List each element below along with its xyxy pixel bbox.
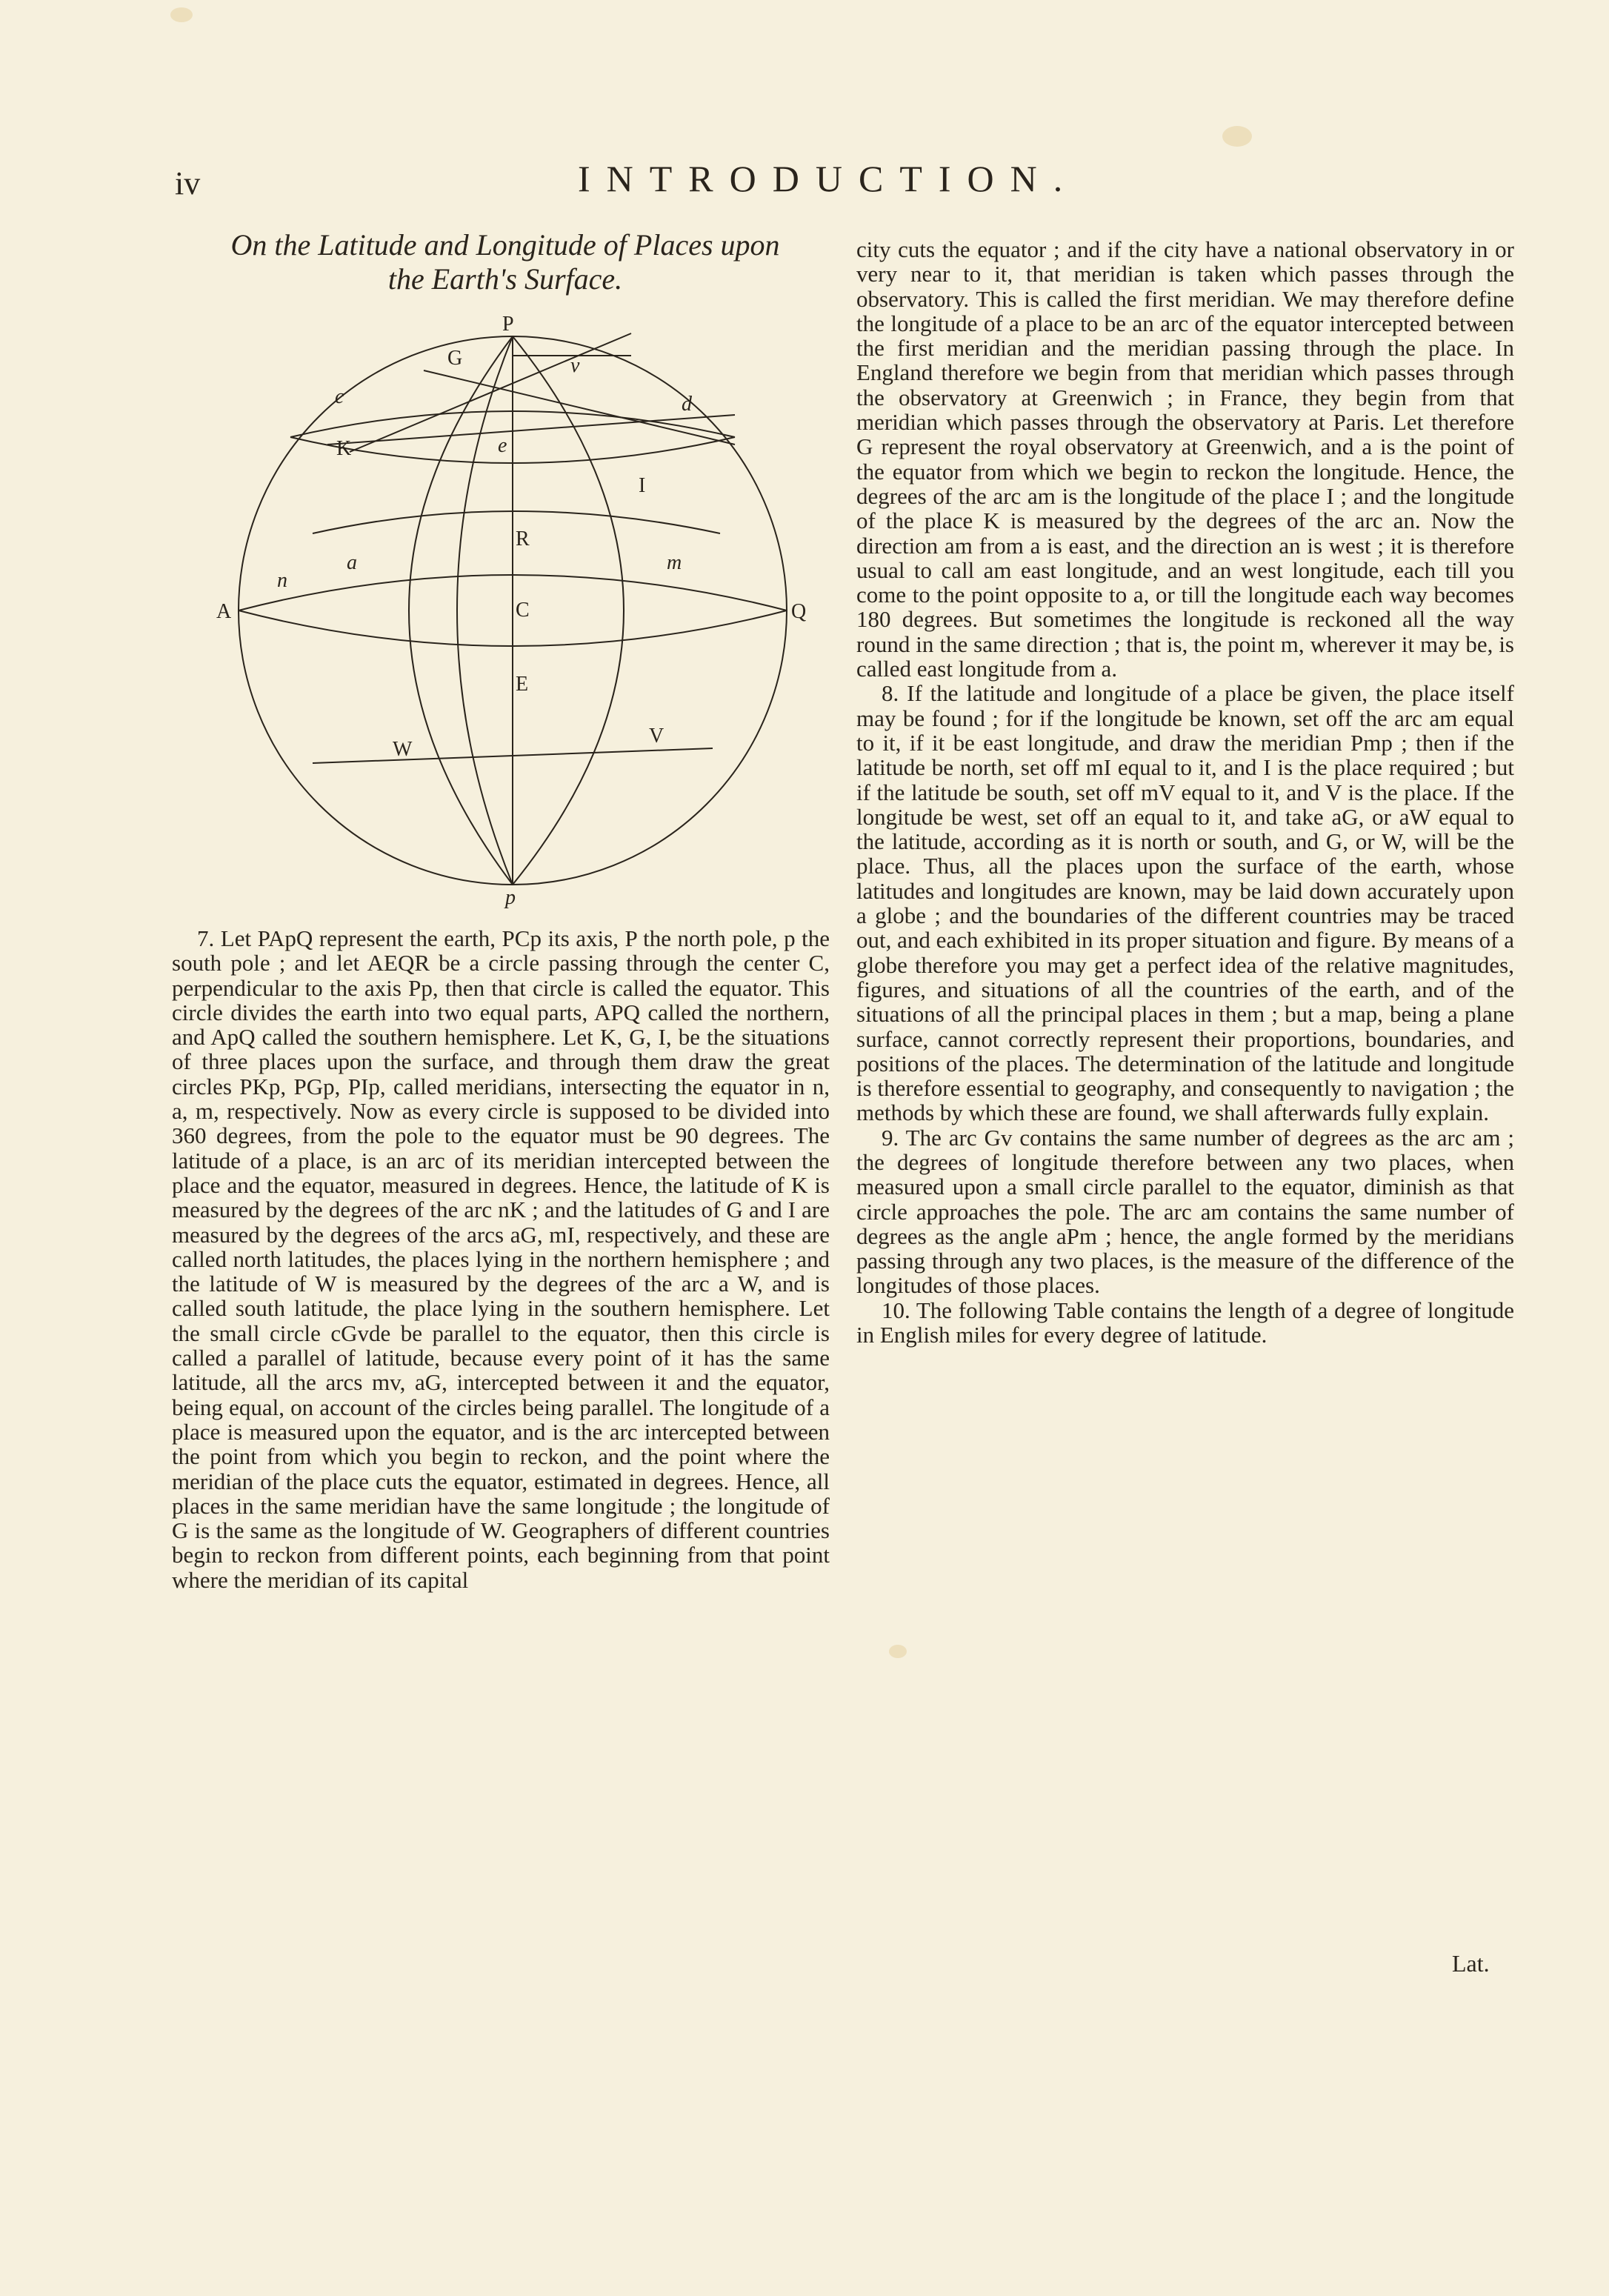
section-title-line1: On the Latitude and Longitude of Places upon [230,228,780,262]
running-title: INTRODUCTION. [578,158,1079,199]
section-title-line2: the Earth's Surface. [387,262,623,296]
paragraph-7-continued: city cuts the equator ; and if the city have a national observatory in or very near to it, that meridian is taken which passes through the observatory. This is called the first meridian. We may therefore define the longitude of a place to be an arc of the equator intercepted between the first meridian and the meridian passing through the place. In England therefore we begin from that meridian which passes through the observatory at Greenwich ; in France, they begin from that meridian which passes through the observatory at Paris. Let therefore G represent the royal observatory at Greenwich, and a is the point of the equator from which we begin to reckon the longitude. Hence, the degrees of the arc am is the longitude of the place I ; and the longitude of the place K is measured by the degrees of the arc an. Now the direction am from a is east, and the direction an is west ; it is therefore usual to call am east longitude, and an west longitude, each till you come to the point opposite to a, or till the longitude each way becomes 180 degrees. But sometimes the longitude is reckoned all the way round in the same direction ; that is, the point m, wherever it may be, is called east longitude from a. [856,236,1514,682]
label-K: K [336,437,352,460]
foxing-stain [889,1645,907,1658]
meridian-PGp [457,336,513,885]
right-column [856,237,1514,1347]
label-n: n [277,569,287,592]
label-p: p [505,886,516,909]
foxing-stain [1222,126,1252,147]
label-E: E [516,673,529,696]
left-column [172,926,830,1592]
label-C: C [516,599,530,622]
catchword: Lat. [1452,1950,1490,1977]
page-number: iv [175,165,201,202]
label-W: W [393,738,413,761]
label-V: V [649,725,664,748]
label-c: c [335,385,344,408]
label-e: e [498,434,507,457]
label-G: G [447,347,463,370]
chord-line [350,333,631,452]
label-R: R [516,528,530,550]
section-title [172,228,839,296]
label-A: A [216,600,232,623]
foxing-stain [170,7,193,22]
paragraph-7: 7. Let PApQ represent the earth, PCp its axis, P the north pole, p the south pole ; and let AEQR be a circle passing through the center C, perpendicular to the axis Pp, then that circle is called the equator. This circle divides the earth into two equal parts, APQ called the northern, and ApQ called the southern hemisphere. Let K, G, I, be the situations of three places upon the surface, and through them draw the great circles PKp, PGp, PIp, called meridians, intersecting the equator in n, a, m, respectively. Now as every circle is supposed to be divided into 360 degrees, from the pole to the equator must be 90 degrees. The latitude of a place, is an arc of its meridian intercepted between the place and the equator, measured in degrees. Hence, the latitude of K is measured by the degrees of the arc nK ; and the latitudes of G and I are measured by the degrees of the arcs aG, mI, respectively, and these are called north latitudes, the places lying in the northern hemisphere ; and the latitude of W is measured by the degrees of the arc a W, and is called south latitude, the place lying in the southern hemisphere. Let the small circle cGvde be parallel to the equator, then this circle is called a parallel of latitude, because every point of it has the same latitude, all the arcs mv, aG, intercepted between it and the equator, being equal, on account of the circles being parallel. The longitude of a place is measured upon the equator, and is the arc intercepted between the point from which you begin to reckon, and the point where the meridian of the place cuts the equator, estimated in degrees. Hence, all places in the same meridian have the same longitude ; the longitude of G is the same as the longitude of W. Geographers of different countries begin to reckon from different points, each beginning from that point where the meridian of its capital [172,925,830,1593]
label-Q: Q [791,600,807,623]
label-v: v [570,354,580,377]
label-m: m [667,551,682,574]
label-a: a [347,551,357,574]
label-d: d [682,393,692,416]
globe-figure-svg [201,304,853,909]
globe-diagram [201,304,853,909]
label-I: I [639,474,646,497]
meridian-PKp [409,336,513,885]
paragraph-10: 10. The following Table contains the length of a degree of longitude in English miles for every degree of latitude. [856,1297,1514,1348]
paragraph-8: 8. If the latitude and longitude of a place be given, the place itself may be found ; for if the longitude be known, set off the arc am equal to it, if it be east longitude, and draw the meridian Pmp ; then if the latitude be north, set off mI equal to it, and I is the place required ; but if the latitude be south, set off mV equal to it, and V is the place. If the longitude be west, set off an equal to it, and take aG, or aW equal to the latitude, according as it is north or south, and G, or W, will be the place. Thus, all the places upon the surface of the earth, whose latitudes and longitudes are known, may be laid down accurately upon a globe ; and the boundaries of the different countries may be traced out, and each exhibited in its proper situation and figure. By means of a globe therefore you may get a perfect idea of the relative magnitudes, figures, and situations of all the countries of the earth, and of the situations of all the principal places in them ; but a map, being a plane surface, cannot correctly represent their proportions, boundaries, and positions of the places. The determination of the latitude and longitude is therefore essential to geography, and consequently to navigation ; the methods by which these are found, we shall afterwards fully explain. [856,680,1514,1126]
paragraph-9: 9. The arc Gv contains the same number of degrees as the arc am ; the degrees of longitude therefore between any two places, when measured upon a small circle parallel to the equator, diminish as that circle approaches the pole. The arc am contains the same number of degrees as the angle aPm ; hence, the angle formed by the meridians passing through any two places, is the measure of the difference of the longitudes of those places. [856,1124,1514,1299]
label-P: P [502,313,514,336]
